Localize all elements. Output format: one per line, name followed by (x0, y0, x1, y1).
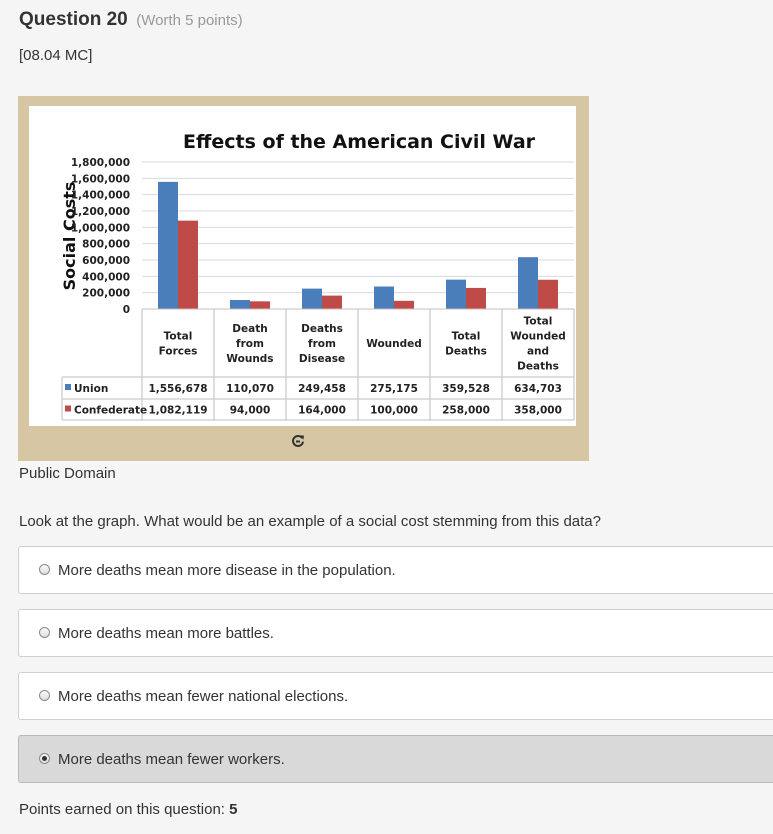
question-code: [08.04 MC] (19, 47, 93, 64)
data-label: 359,528 (442, 383, 490, 395)
category-label: Deaths (517, 360, 559, 373)
question-prompt: Look at the graph. What would be an example of a social cost stemming from this data? (19, 513, 601, 530)
points-earned (19, 801, 238, 818)
data-label: 258,000 (442, 404, 490, 417)
legend-swatch (65, 406, 71, 412)
data-label: 634,703 (514, 383, 562, 395)
data-label: 100,000 (370, 404, 418, 417)
category-label: Wounded (510, 330, 566, 343)
radio-button[interactable] (39, 753, 50, 764)
data-label: 164,000 (298, 404, 346, 417)
points-label: Points earned on this question: (19, 801, 225, 818)
category-label: Wounds (226, 353, 274, 365)
bar-confederate (178, 221, 198, 309)
bar-confederate (394, 301, 414, 309)
data-label: 1,556,678 (148, 383, 208, 395)
category-label: Disease (298, 353, 346, 365)
answer-option-label: More deaths mean more disease in the population. (58, 562, 396, 579)
figure-frame (18, 96, 589, 461)
points-value: 5 (229, 801, 238, 818)
answer-option-label: More deaths mean fewer workers. (58, 751, 285, 768)
category-label: Total (451, 330, 481, 343)
category-label: Total (163, 330, 193, 343)
category-label: and (526, 345, 550, 358)
y-tick-label: 1,200,000 (70, 206, 130, 218)
y-tick-label: 400,000 (82, 271, 130, 284)
data-label: 275,175 (370, 383, 418, 395)
y-tick-label: 200,000 (82, 287, 130, 300)
y-tick-label: 1,600,000 (70, 173, 130, 186)
answer-option-1[interactable] (18, 546, 773, 594)
figure-caption: Public Domain (19, 465, 116, 482)
bar-union (302, 289, 322, 309)
y-tick-label: 0 (122, 304, 130, 316)
refresh-icon[interactable] (290, 433, 306, 449)
category-label: Forces (158, 345, 198, 358)
y-tick-label: 1,000,000 (70, 222, 130, 235)
answer-option-label: More deaths mean fewer national elections. (58, 688, 349, 705)
data-label: 358,000 (514, 404, 562, 417)
radio-button[interactable] (39, 690, 50, 701)
bar-union (158, 182, 178, 309)
legend-label: Union (74, 383, 109, 395)
category-label: Total (523, 315, 553, 328)
bar-union (230, 300, 250, 309)
question-header (19, 9, 243, 31)
legend-label: Confederate (74, 404, 148, 417)
category-label: Deaths (301, 323, 343, 335)
bar-union (374, 287, 394, 309)
chart-card (29, 106, 576, 426)
y-tick-label: 1,400,000 (70, 189, 130, 202)
civil-war-chart (29, 106, 576, 426)
bar-confederate (538, 280, 558, 309)
category-label: Death (232, 323, 268, 335)
answer-option-label: More deaths mean more battles. (58, 625, 274, 642)
legend-swatch (65, 384, 71, 390)
bar-union (446, 280, 466, 309)
category-label: Deaths (445, 345, 487, 358)
y-tick-label: 600,000 (82, 255, 130, 267)
bar-confederate (466, 288, 486, 309)
category-label: from (308, 338, 336, 350)
question-worth: (Worth 5 points) (136, 12, 243, 29)
answer-option-2[interactable] (18, 609, 773, 657)
question-title: Question 20 (19, 9, 128, 30)
data-label: 1,082,119 (148, 404, 208, 417)
answer-option-4[interactable] (18, 735, 773, 783)
bar-union (518, 257, 538, 309)
answer-option-3[interactable] (18, 672, 773, 720)
y-tick-label: 1,800,000 (70, 157, 130, 169)
category-label: Wounded (366, 338, 422, 350)
y-tick-label: 800,000 (82, 238, 130, 251)
category-label: from (236, 338, 264, 350)
data-label: 249,458 (298, 383, 346, 395)
data-label: 110,070 (226, 383, 274, 395)
chart-title: Effects of the American Civil War (182, 131, 536, 153)
bar-confederate (322, 296, 342, 309)
radio-button[interactable] (39, 627, 50, 638)
y-axis-label: Social Costs (60, 181, 79, 291)
radio-button[interactable] (39, 564, 50, 575)
data-label: 94,000 (229, 404, 271, 417)
bar-confederate (250, 301, 270, 309)
